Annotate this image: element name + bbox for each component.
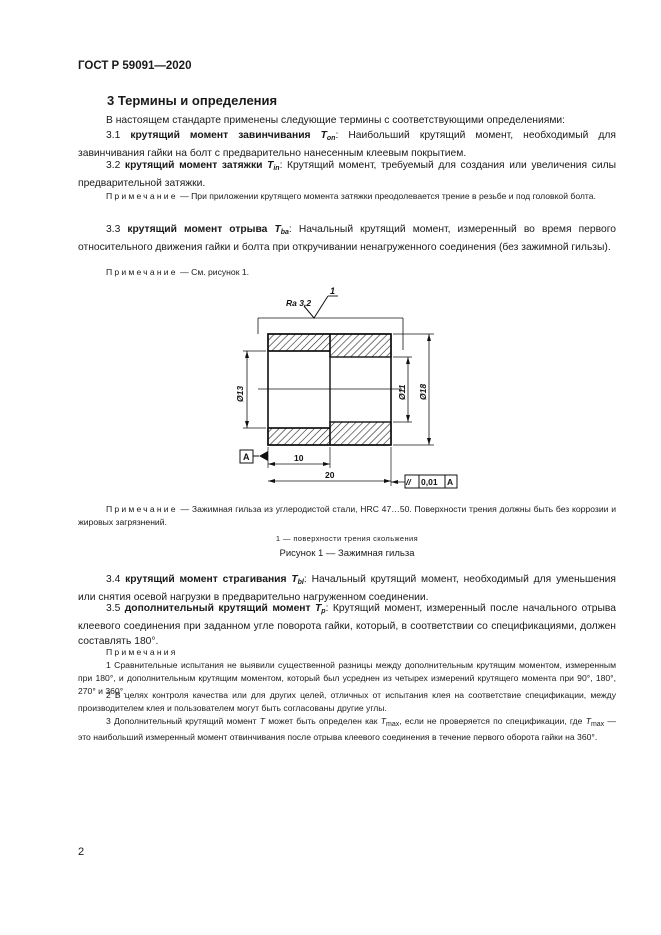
notes-label: Примечания (106, 647, 178, 657)
dim-d18: Ø18 (418, 383, 428, 400)
section-title: 3 Термины и определения (107, 93, 278, 108)
term-symbol: T (315, 603, 322, 614)
term-symbol: T (320, 130, 327, 141)
term-number: 3.4 (106, 574, 126, 585)
dim-20: 20 (325, 470, 335, 480)
term-name: крутящий момент страгивания (125, 574, 292, 585)
note-text: , если не проверяется по спецификации, где (399, 716, 586, 726)
term-subscript: ba (280, 229, 289, 236)
note-text: — это наибольший измеренный момент отвинчивания после отрыва клеевого соединения в течение первого оборота гайки на 360°. (78, 716, 616, 742)
note-label: Примечание (106, 504, 178, 514)
term-subscript: on (326, 135, 336, 142)
page-number: 2 (78, 846, 85, 858)
term-3-3 (78, 222, 616, 255)
note-item-1: 1 Сравнительные испытания не выявили существенной разницы между дополнительным крутящим моментом, измеренным при 180°, и дополнительным крутящим моментом, который был усреднен из четырех измерений крутящего момента при 90°, 180°, 270° и 360°. (78, 660, 616, 696)
hatch-bottom-left (268, 428, 330, 445)
note-symbol: T (585, 716, 591, 726)
callout-number: 1 (330, 286, 336, 296)
term-number: 3.2 (106, 160, 125, 171)
intro-paragraph: В настоящем стандарте применены следующие термины с соответствующими определениями: (106, 115, 566, 126)
term-number: 3.3 (106, 224, 128, 235)
hatch-bottom-right (330, 422, 391, 445)
note-symbol: T (259, 716, 266, 726)
term-name: крутящий момент завинчивания (130, 130, 321, 141)
term-name: крутящий момент затяжки (124, 160, 268, 171)
tolerance-value: 0,01 (421, 477, 438, 487)
note-subscript: max (590, 721, 605, 728)
datum-triangle (259, 451, 268, 461)
note-text: — При приложении крутящего момента затяжки преодолевается трение в резьбе и под головкой болта. (177, 191, 596, 201)
dim-10: 10 (294, 453, 304, 463)
term-name: дополнительный крутящий момент (124, 603, 315, 614)
note-text: — См. рисунок 1. (177, 267, 250, 277)
figure-legend: 1 — поверхности трения скольжения (275, 534, 419, 543)
term-number: 3.1 (106, 130, 131, 141)
note-2 (78, 266, 616, 279)
term-name: крутящий момент отрыва (127, 224, 275, 235)
hatch-top-right (330, 334, 391, 357)
term-definition: : Начальный крутящий момент, необходимый для уменьшения или снятия осевой нагрузки в предварительно нагруженном соединении. (78, 574, 616, 603)
term-definition: : Крутящий момент, требуемый для создания или увеличения силы предварительной затяжки. (78, 160, 616, 189)
dim-d13: Ø13 (235, 385, 245, 402)
clamping-sleeve-drawing (230, 282, 480, 490)
note-subscript: max (386, 721, 400, 728)
hatch-top-left (268, 334, 330, 351)
figure-caption: Рисунок 1 — Зажимная гильза (279, 548, 415, 559)
note-item-2: 2 В целях контроля качества или для других целей, отличных от испытания клея на соответствие спецификации, между производителем клея и пользователем могут быть согласованы другие углы. (78, 690, 616, 713)
note-label: Примечание (106, 267, 178, 277)
dim-d11: Ø11 (397, 384, 407, 400)
term-definition: : Наибольший крутящий момент, необходимый для завинчивания гайки на болт с предварительно нанесенным клеевым покрытием. (78, 130, 616, 159)
tolerance-symbol: // (406, 477, 411, 487)
roughness-label: Ra 3,2 (286, 298, 312, 308)
note-text: может быть определен как (265, 716, 381, 726)
note-symbol: T (380, 716, 387, 726)
term-symbol: T (291, 574, 298, 585)
note-item-3 (78, 715, 616, 744)
figure-note (78, 503, 616, 529)
term-3-2 (78, 158, 616, 191)
document-header: ГОСТ Р 59091—2020 (78, 60, 192, 72)
note-label: Примечание (106, 191, 178, 201)
term-symbol: T (274, 224, 281, 235)
term-number: 3.5 (106, 603, 125, 614)
note-1 (78, 190, 616, 203)
note-text: — Зажимная гильза из углеродистой стали, HRC 47…50. Поверхности трения должны быть без коррозии и жировых загрязнений. (78, 504, 616, 527)
term-definition: : Крутящий момент, измеренный после начального отрыва клеевого соединения при заданном угле поворота гайки, который, в соответствии со спецификациями, должен составлять 180°. (78, 603, 616, 647)
term-subscript: in (273, 165, 280, 172)
term-subscript: p (321, 608, 326, 615)
term-3-5 (78, 601, 616, 649)
term-symbol: T (267, 160, 274, 171)
term-subscript: bl (297, 579, 304, 586)
tolerance-datum: A (447, 477, 454, 487)
term-definition: : Начальный крутящий момент, измеренный во время первого относительного движения гайки и болта при откручивании ненагруженного соединения (без зажимной гильзы). (78, 224, 616, 253)
note-text: 3 Дополнительный крутящий момент (106, 716, 260, 726)
datum-label: A (243, 452, 250, 462)
term-3-1 (78, 128, 616, 161)
